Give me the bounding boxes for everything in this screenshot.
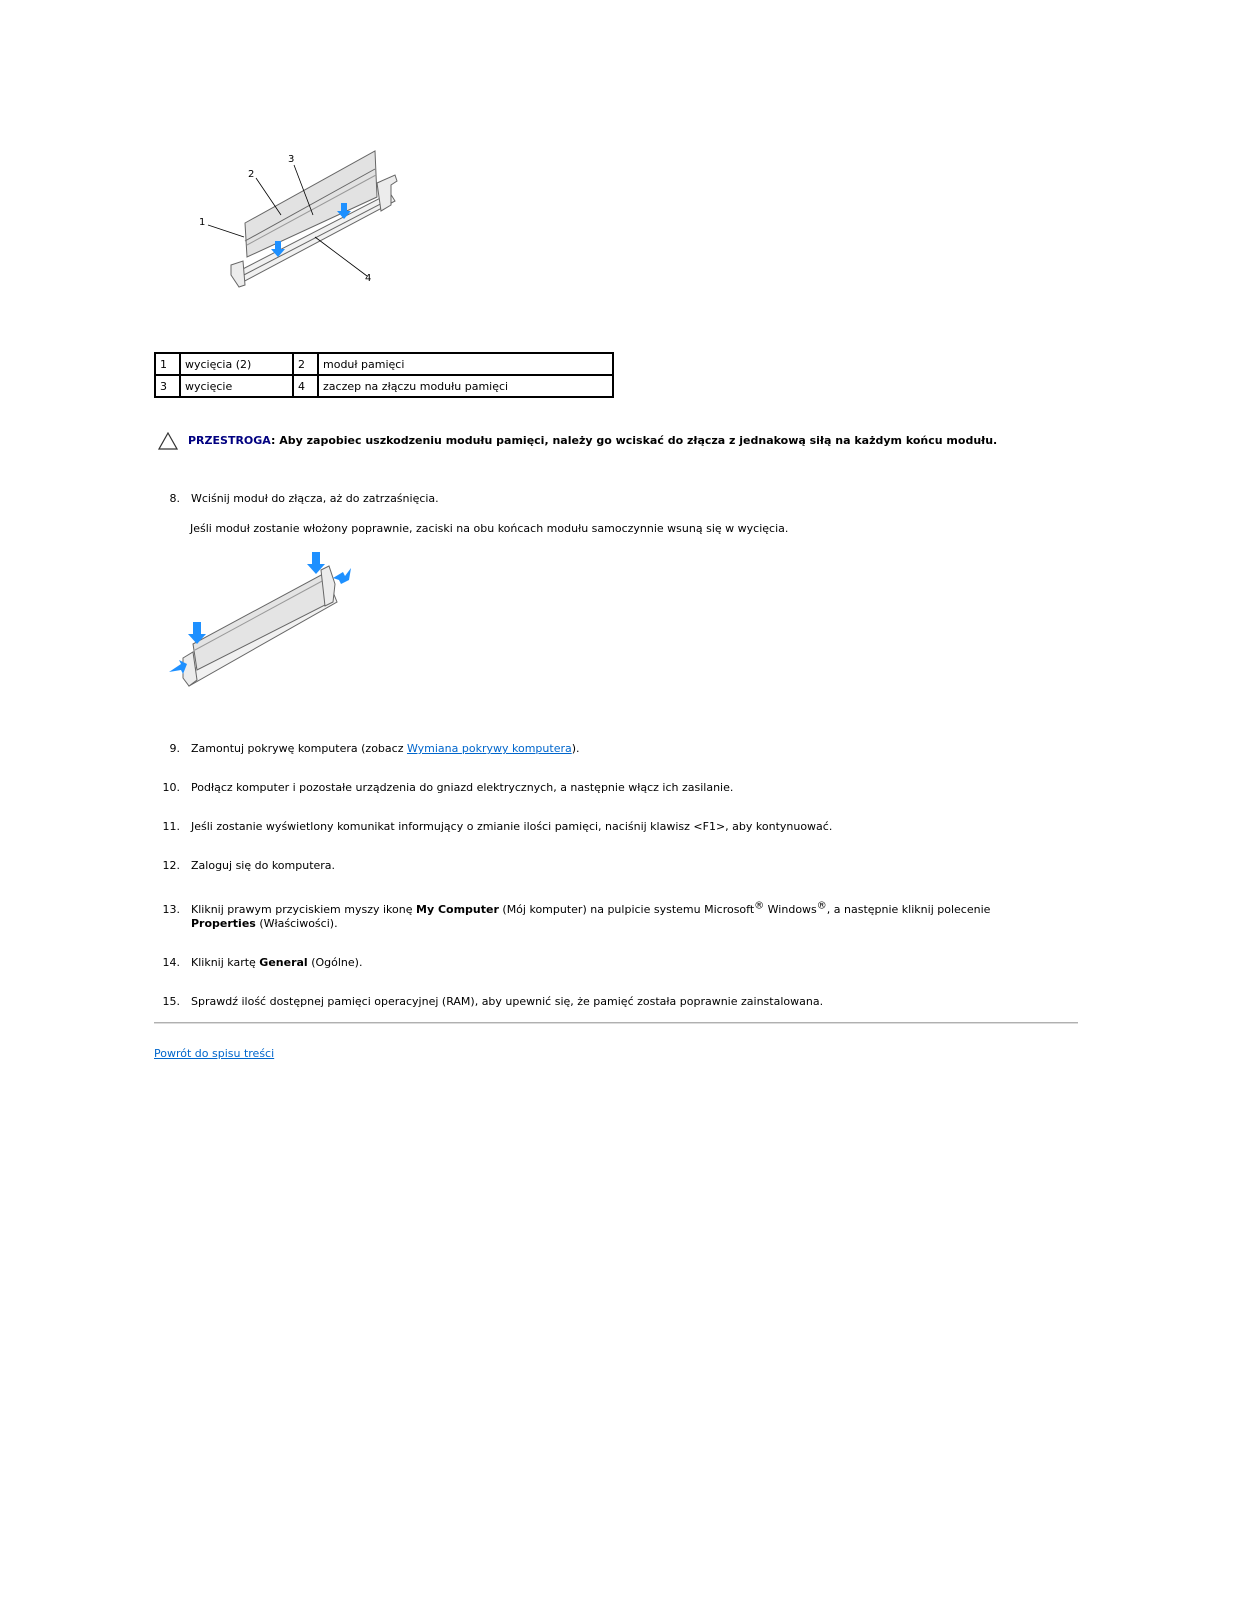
- step-number: 12.: [162, 859, 180, 872]
- properties-label: Properties: [191, 917, 256, 930]
- step-number: 15.: [162, 995, 180, 1008]
- legend-text: wycięcia (2): [180, 353, 293, 375]
- step-text-part: (Właściwości).: [255, 917, 338, 930]
- step-number: 14.: [162, 956, 180, 969]
- caution-text: [188, 434, 997, 447]
- legend-text: zaczep na złączu modułu pamięci: [318, 375, 613, 397]
- legend-number: 1: [155, 353, 180, 375]
- legend-text: wycięcie: [180, 375, 293, 397]
- replace-cover-link[interactable]: Wymiana pokrywy komputera: [406, 742, 572, 755]
- step-number: 11.: [162, 820, 180, 833]
- step-text: Wciśnij moduł do złącza, aż do zatrzaśnięcia.: [191, 492, 439, 505]
- step-text-part: Zamontuj pokrywę komputera (zobacz: [191, 742, 407, 755]
- callout-legend-table: [154, 352, 614, 398]
- memory-module-seated-figure: [165, 540, 355, 690]
- memory-module-callout-figure: [195, 145, 410, 295]
- legend-number: 4: [293, 375, 318, 397]
- step-number: 9.: [169, 742, 180, 755]
- callout-3: 3: [288, 154, 295, 165]
- my-computer-label: My Computer: [416, 903, 499, 916]
- registered-mark: ®: [816, 900, 827, 912]
- step-text-part: Kliknij kartę: [191, 956, 260, 969]
- step-text: Zaloguj się do komputera.: [191, 859, 336, 872]
- step-number: 10.: [162, 781, 180, 794]
- step-text-part: Kliknij prawym przyciskiem myszy ikonę: [191, 903, 417, 916]
- divider: [154, 1022, 1078, 1024]
- step-text-part: ).: [571, 742, 580, 755]
- step-text: Podłącz komputer i pozostałe urządzenia do gniazd elektrycznych, a następnie włącz ich zasilanie.: [191, 781, 734, 794]
- registered-mark: ®: [754, 900, 765, 912]
- step-text: [191, 900, 1051, 931]
- step-text: Sprawdź ilość dostępnej pamięci operacyjnej (RAM), aby upewnić się, że pamięć została poprawnie zainstalowana.: [191, 995, 824, 1008]
- callout-1: 1: [199, 217, 206, 228]
- legend-number: 3: [155, 375, 180, 397]
- legend-number: 2: [293, 353, 318, 375]
- step-text-part: , a następnie kliknij polecenie: [826, 903, 991, 916]
- step-text-part: (Mój komputer) na pulpicie systemu Microsoft: [498, 903, 755, 916]
- step-8-note: Jeśli moduł zostanie włożony poprawnie, zaciski na obu końcach modułu samoczynnie wsuną się w wycięcia.: [190, 522, 789, 535]
- step-text: [191, 742, 1051, 756]
- warning-triangle-icon: [158, 432, 178, 450]
- step-text-part: (Ogólne).: [307, 956, 363, 969]
- callout-2: 2: [248, 169, 255, 180]
- caution-message: : Aby zapobiec uszkodzeniu modułu pamięci, należy go wciskać do złącza z jednakową siłą na każdym końcu modułu.: [271, 434, 998, 447]
- back-to-contents-link[interactable]: Powrót do spisu treści: [154, 1047, 275, 1060]
- table-row: [155, 375, 613, 397]
- step-number: 13.: [162, 903, 180, 916]
- step-text: Jeśli zostanie wyświetlony komunikat informujący o zmianie ilości pamięci, naciśnij klawisz <F1>, aby kontynuować.: [191, 820, 833, 833]
- general-tab-label: General: [259, 956, 308, 969]
- step-number: 8.: [169, 492, 180, 505]
- callout-4: 4: [365, 273, 372, 284]
- step-text: [191, 956, 1051, 970]
- step-text-part: Windows: [764, 903, 817, 916]
- legend-text: moduł pamięci: [318, 353, 613, 375]
- table-row: [155, 353, 613, 375]
- caution-label: PRZESTROGA: [188, 434, 272, 447]
- caution-notice: [158, 432, 1058, 452]
